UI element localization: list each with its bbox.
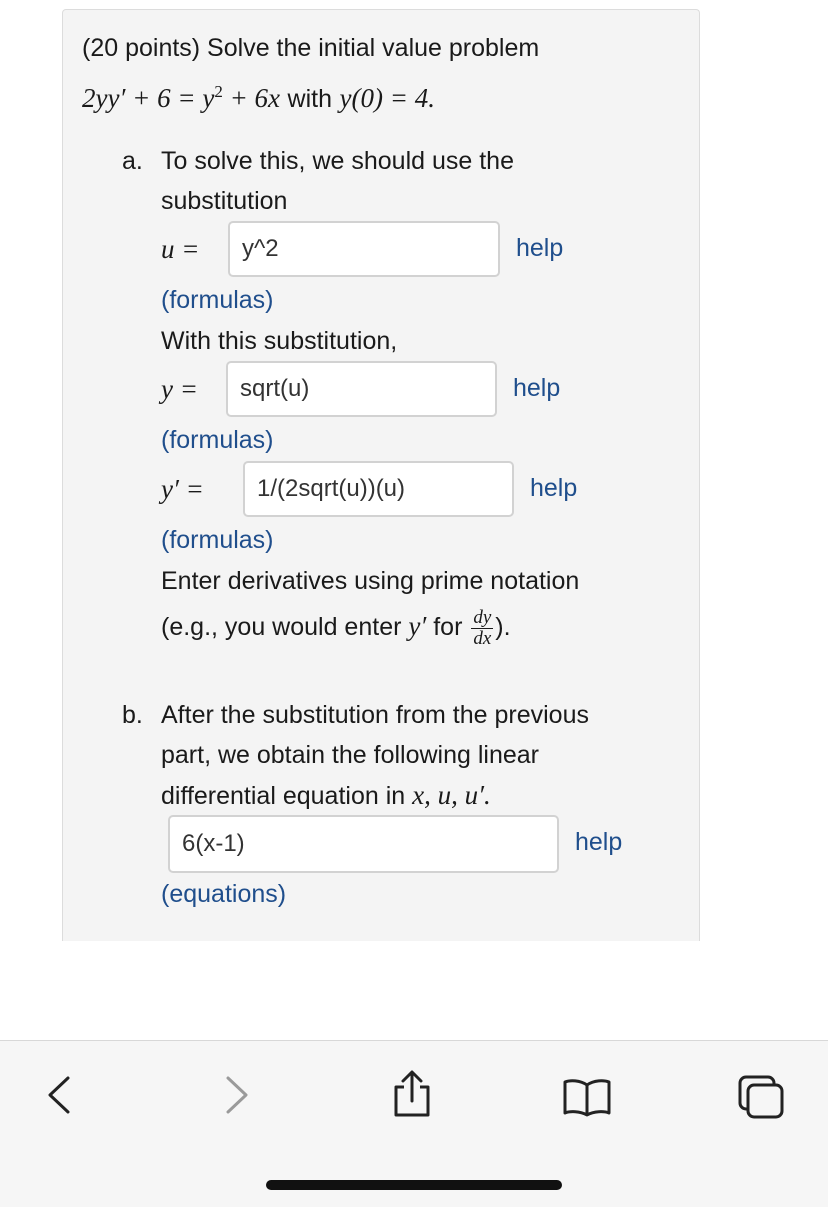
dy-dx-fraction (471, 608, 493, 649)
part-b-label: b. (122, 701, 143, 729)
problem-header: (20 points) Solve the initial value problem (82, 34, 540, 62)
derivative-note-for: for (433, 613, 463, 642)
linear-equation-input[interactable]: 6(x-1) (168, 815, 559, 873)
yprime-formulas-link[interactable]: (formulas) (161, 526, 274, 554)
y-answer-input[interactable]: sqrt(u) (226, 361, 497, 417)
equations-link[interactable]: (equations) (161, 880, 287, 908)
part-b-line3 (161, 780, 491, 811)
part-b-line3-start: differential equation in (161, 782, 406, 810)
yprime-label: y′ = (161, 474, 204, 504)
fraction-numerator: dy (473, 607, 492, 628)
back-icon[interactable] (44, 1075, 74, 1115)
u-answer-input[interactable]: y^2 (228, 221, 500, 277)
equation-exponent: 2 (214, 82, 223, 101)
part-a-intro-line1: To solve this, we should use the (161, 147, 514, 175)
y-help-link[interactable]: help (513, 374, 561, 402)
derivative-note-line1: Enter derivatives using prime notation (161, 567, 580, 595)
derivative-note-yprime: y′ (408, 611, 427, 642)
fraction-denominator: dx (473, 628, 492, 649)
part-b-line1: After the substitution from the previous (161, 701, 589, 729)
yprime-answer-input[interactable]: 1/(2sqrt(u))(u) (243, 461, 514, 517)
yprime-help-link[interactable]: help (530, 474, 578, 502)
u-label: u = (161, 234, 200, 264)
u-formulas-link[interactable]: (formulas) (161, 286, 274, 314)
equation-lhs: 2yy′ + 6 = y (82, 83, 215, 113)
u-help-link[interactable]: help (516, 234, 564, 262)
part-a-intro-line2: substitution (161, 187, 288, 215)
initial-condition: y(0) = 4. (339, 83, 435, 113)
derivative-note-start: (e.g., you would enter (161, 613, 402, 642)
equation-rhs: + 6x (222, 83, 281, 113)
forward-icon[interactable] (222, 1075, 252, 1115)
derivative-note-line2 (161, 608, 511, 649)
derivative-note-end: ). (495, 613, 511, 642)
part-b-help-link[interactable]: help (575, 828, 623, 856)
y-label: y = (161, 374, 198, 404)
part-b-variables: x, u, u′. (412, 780, 491, 810)
y-formulas-link[interactable]: (formulas) (161, 426, 274, 454)
with-substitution-text: With this substitution, (161, 327, 398, 355)
part-a-label: a. (122, 147, 143, 175)
tabs-icon[interactable] (736, 1073, 786, 1121)
with-text: with (287, 85, 333, 113)
home-indicator (266, 1180, 562, 1190)
bookmarks-icon[interactable] (562, 1077, 612, 1117)
share-icon[interactable] (390, 1069, 434, 1119)
problem-equation (82, 76, 435, 115)
part-b-line2: part, we obtain the following linear (161, 741, 540, 769)
